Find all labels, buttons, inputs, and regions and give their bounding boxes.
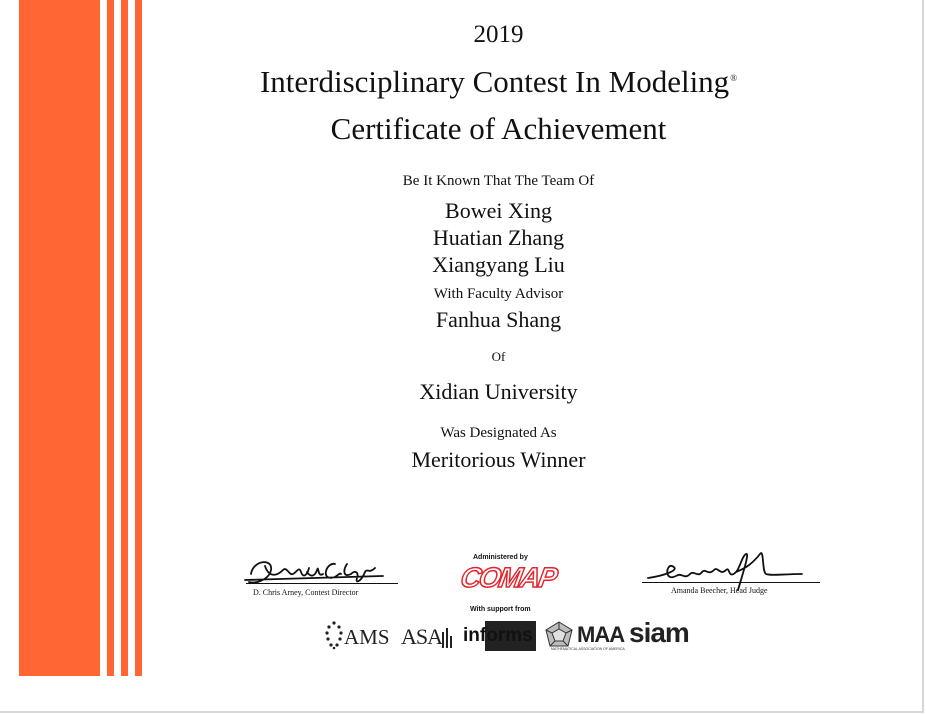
maa-polyhedron-icon bbox=[544, 621, 574, 649]
informs-logo bbox=[463, 621, 536, 651]
contest-title: Interdisciplinary Contest In Modeling bbox=[259, 64, 730, 99]
ams-logo: AMS bbox=[344, 625, 390, 649]
team-intro: Be It Known That The Team Of bbox=[402, 173, 595, 189]
orange-stripe-thin-1 bbox=[107, 0, 114, 676]
orange-stripe-thin-3 bbox=[135, 0, 142, 676]
institution: Xidian University bbox=[419, 379, 578, 404]
ams-star-icon bbox=[323, 619, 345, 651]
right-signature-line bbox=[642, 582, 820, 583]
maa-subtitle: MATHEMATICAL ASSOCIATION OF AMERICA bbox=[551, 647, 625, 651]
advisor-name: Fanhua Shang bbox=[435, 307, 562, 332]
support-label: With support from bbox=[470, 606, 531, 613]
year: 2019 bbox=[473, 21, 524, 48]
asa-logo: ASA bbox=[401, 624, 443, 649]
asa-bars-icon bbox=[441, 626, 453, 648]
of-label: Of bbox=[491, 349, 506, 364]
orange-stripe-wide bbox=[19, 0, 100, 676]
administered-by-label: Administered by bbox=[473, 554, 528, 561]
team-member-3: Xiangyang Liu bbox=[432, 252, 565, 277]
registered-mark: ® bbox=[730, 72, 738, 83]
maa-logo: MAA bbox=[577, 622, 625, 647]
contest-title-line bbox=[0, 64, 926, 100]
team-member-2: Huatian Zhang bbox=[432, 225, 565, 250]
comap-logo: COMAP bbox=[458, 562, 559, 593]
designation-intro: Was Designated As bbox=[440, 425, 557, 441]
designation: Meritorious Winner bbox=[411, 447, 586, 472]
team-member-1: Bowei Xing bbox=[445, 198, 552, 223]
advisor-intro: With Faculty Advisor bbox=[433, 286, 564, 302]
orange-stripe-thin-2 bbox=[121, 0, 128, 676]
left-signature-caption: D. Chris Arney, Contest Director bbox=[253, 588, 359, 597]
siam-logo: siam bbox=[629, 617, 689, 648]
certificate-title: Certificate of Achievement bbox=[330, 111, 667, 146]
informs-logo-text: informs bbox=[463, 621, 536, 651]
right-signature-caption: Amanda Beecher, Head Judge bbox=[671, 586, 768, 595]
left-signature-line bbox=[246, 583, 398, 584]
